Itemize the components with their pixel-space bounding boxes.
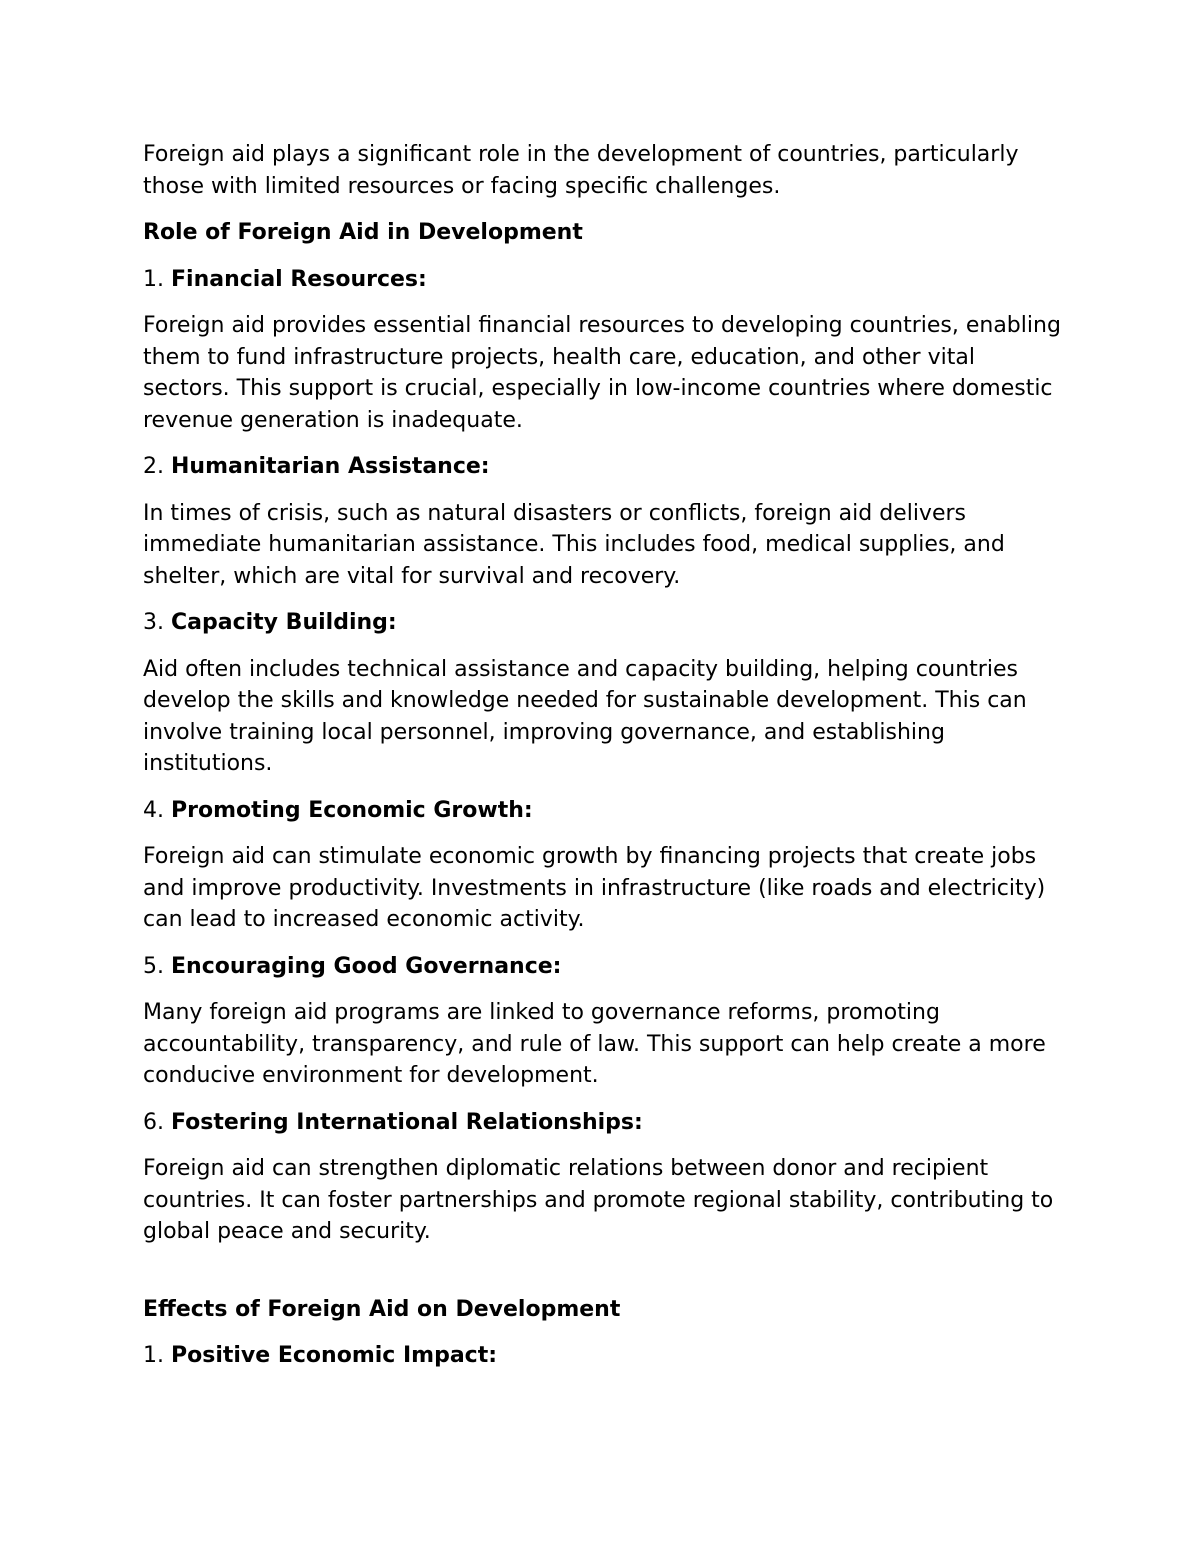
item-title: Humanitarian Assistance: [171, 454, 490, 479]
list-item-title [143, 1107, 1063, 1139]
item-title: Capacity Building: [171, 610, 397, 635]
item-body: In times of crisis, such as natural disasters or conflicts, foreign aid delivers immediate humanitarian assistance. This includes food, medical supplies, and shelter, which are vital for survival and recovery. [143, 500, 1005, 589]
list-item-title [143, 795, 1063, 827]
item-title: Financial Resources: [171, 266, 427, 292]
item-title: Encouraging Good Governance: [171, 953, 562, 979]
item-number: 3. [143, 610, 164, 635]
item-body: Foreign aid provides essential financial resources to developing countries, enabling them to fund infrastructure projects, health care, education, and other vital sectors. This support is crucial, especially in low-income countries where domestic revenue generation is inadequate. [143, 313, 1061, 433]
item-number: 6. [143, 1109, 164, 1135]
item-number: 2. [143, 454, 164, 479]
item-body: Aid often includes technical assistance and capacity building, helping countries develop the skills and knowledge needed for sustainable development. This can involve training local personnel, improving governance, and establishing institutions. [143, 656, 1027, 776]
item-title: Positive Economic Impact: [171, 1343, 498, 1368]
section-heading-role: Role of Foreign Aid in Development [143, 220, 583, 245]
list-item-title [143, 451, 1063, 483]
list-item-title [143, 264, 1063, 296]
intro-paragraph: Foreign aid plays a significant role in the development of countries, particularly those with limited resources or facing specific challenges. [143, 142, 1019, 199]
item-title: Promoting Economic Growth: [171, 797, 533, 823]
item-title: Fostering International Relationships: [171, 1109, 643, 1135]
list-item-title [143, 951, 1063, 983]
blank-line [143, 1263, 1063, 1294]
item-body: Many foreign aid programs are linked to governance reforms, promoting accountability, transparency, and rule of law. This support can help create a more conducive environment for development. [143, 1000, 1046, 1088]
item-number: 1. [143, 266, 164, 292]
item-body: Foreign aid can stimulate economic growth by financing projects that create jobs and improve productivity. Investments in infrastructure (like roads and electricity) can lead to increased economic activity. [143, 844, 1046, 932]
item-number: 5. [143, 953, 164, 979]
section-heading-effects: Effects of Foreign Aid on Development [143, 1296, 621, 1322]
list-item-title [143, 1340, 1063, 1372]
list-item-title [143, 607, 1063, 639]
document-page [143, 139, 1063, 1387]
item-body: Foreign aid can strengthen diplomatic relations between donor and recipient countries. It can foster partnerships and promote regional stability, contributing to global peace and security. [143, 1156, 1054, 1244]
item-number: 1. [143, 1343, 164, 1368]
item-number: 4. [143, 797, 164, 823]
